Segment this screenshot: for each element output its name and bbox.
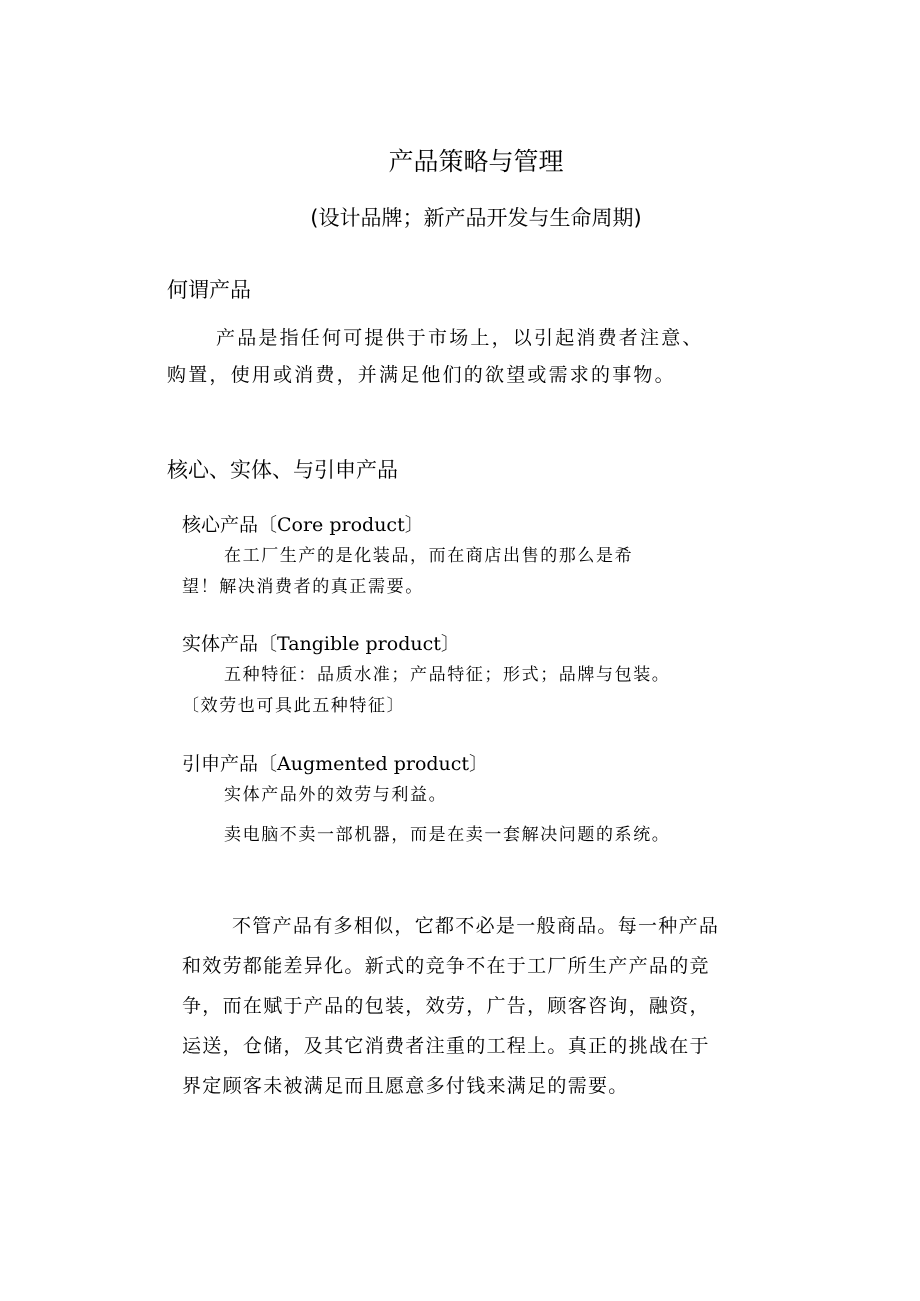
closing-line-2: 和效劳都能差异化。新式的竞争不在于工厂所生产产品的竞 <box>182 955 710 977</box>
closing-line-4: 运送，仓储，及其它消费者注重的工程上。真正的挑战在于 <box>182 1035 710 1057</box>
augmented-product-label: 引申产品〔Augmented product〕 <box>182 753 489 775</box>
tangible-product-line-2: 〔效劳也可具此五种特征〕 <box>182 696 406 716</box>
closing-line-5: 界定顾客未被满足而且愿意多付钱来满足的需要。 <box>182 1075 629 1097</box>
core-product-line-2: 望！解决消费者的真正需要。 <box>182 577 424 597</box>
augmented-product-line-1: 实体产品外的效劳与利益。 <box>224 785 448 805</box>
closing-line-3: 争，而在赋于产品的包装，效劳，广告，顾客咨询，融资， <box>182 995 710 1017</box>
core-product-line-1: 在工厂生产的是化装品，而在商店出售的那么是希 <box>224 546 634 566</box>
tangible-product-line-1: 五种特征：品质水准；产品特征；形式；品牌与包装。 <box>224 665 671 685</box>
core-product-label: 核心产品〔Core product〕 <box>182 514 424 536</box>
augmented-product-line-2: 卖电脑不卖一部机器，而是在卖一套解决问题的系统。 <box>224 825 671 845</box>
section-heading-product-levels: 核心、实体、与引申产品 <box>167 458 398 482</box>
definition-line-2: 购置，使用或消费，并满足他们的欲望或需求的事物。 <box>167 364 676 386</box>
page-title: 产品策略与管理 <box>388 147 564 176</box>
tangible-product-label: 实体产品〔Tangible product〕 <box>182 633 460 655</box>
closing-line-1: 不管产品有多相似，它都不必是一般商品。每一种产品 <box>232 915 720 937</box>
section-heading-what-is-product: 何谓产品 <box>167 278 251 302</box>
definition-line-1: 产品是指任何可提供于市场上，以引起消费者注意、 <box>216 327 704 349</box>
page-subtitle: (设计品牌；新产品开发与生命周期) <box>310 206 642 230</box>
